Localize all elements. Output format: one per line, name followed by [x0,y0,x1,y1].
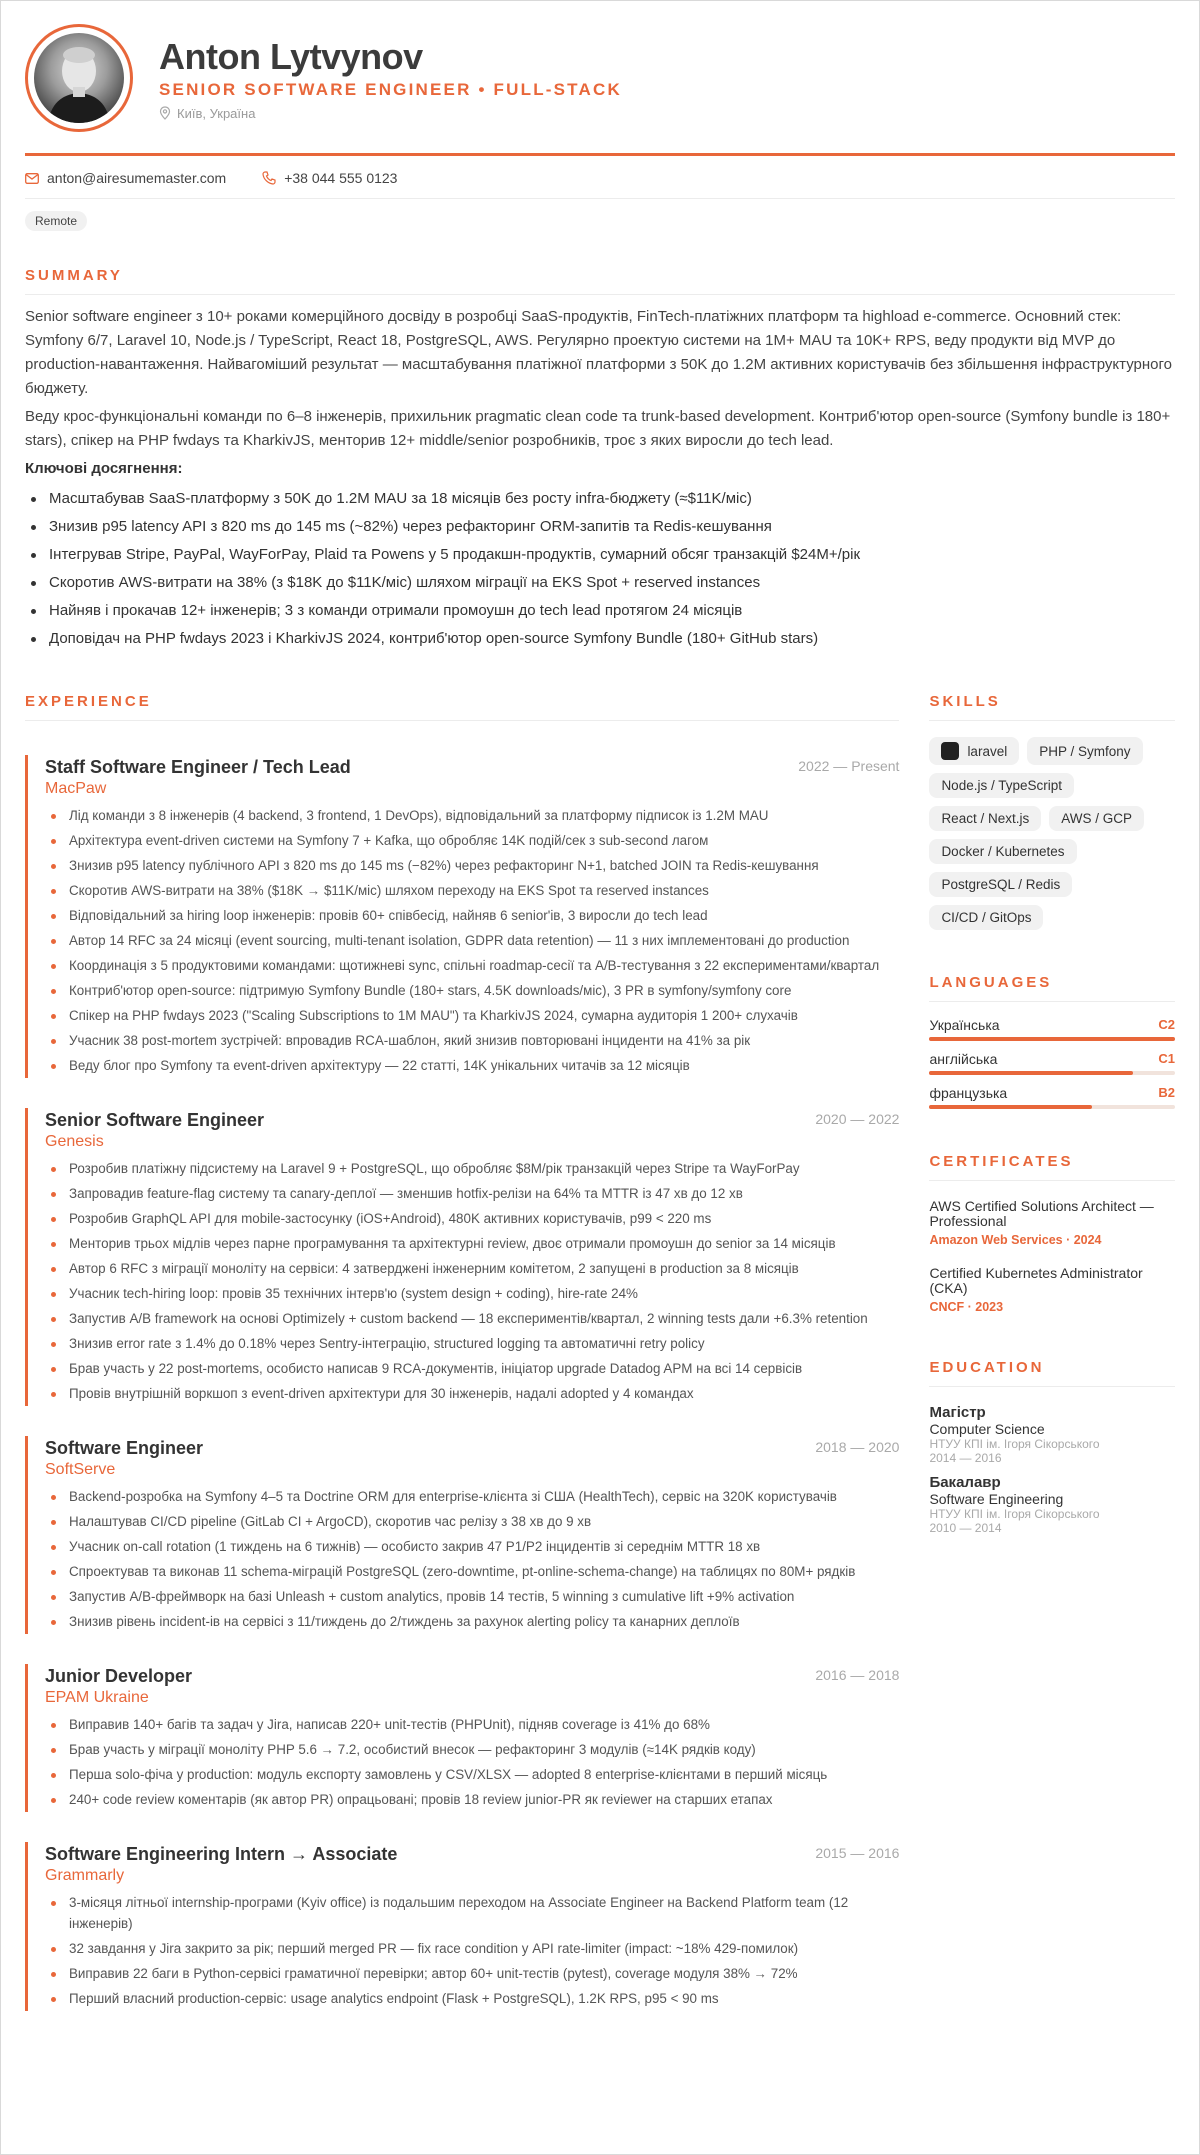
language-row [929,1016,1175,1034]
section-title-summary: SUMMARY [25,267,123,284]
profile-photo [34,33,124,123]
job-dates: 2015 — 2016 [815,1845,900,1861]
section-rule [929,1180,1175,1181]
summary-paragraph: Senior software engineer з 10+ роками комерційного досвіду в розробці SaaS-продуктів, FinTech-платіжних платформ та highload e-commerce. Основний стек: Symfony 6/7, Laravel 10, Node.js / TypeScript, React 18, PostgreSQL, AWS. Регулярно проектую системи на 1M+ MAU та 10K+ RPS, веду продукти від MVP до production-навантаження. Найвагоміший результат — масштабування платіжної платформи з 50K до 1.2M активних користувачів без збільшення інфраструктурного бюджету. [25,308,1172,397]
language-bar-fill [929,1105,1091,1109]
contact-bar [25,170,1175,186]
section-title-certificates: CERTIFICATES [929,1153,1074,1170]
job-bullet: Перший власний production-сервіс: usage analytics endpoint (Flask + PostgreSQL), 1.2K RPS, p95 < 90 ms [45,1986,899,2011]
contact-email[interactable] [25,170,226,186]
phone-text[interactable]: +38 044 555 0123 [284,170,398,186]
contact-divider [25,198,1175,199]
education-item [929,1475,1175,1535]
skill-chip [929,872,1072,897]
job-bullet: Лід команди з 8 інженерів (4 backend, 3 frontend, 1 DevOps), відповідальний за платформу підписок із 1.2M MAU [45,803,899,828]
education-field: Software Engineering [929,1491,1064,1507]
language-name: англійська [929,1051,998,1067]
section-title-languages: LANGUAGES [929,974,1053,991]
education-school: НТУУ КПІ ім. Ігоря Сікорського [929,1437,1100,1451]
certificates-list [929,1199,1175,1315]
skill-label: AWS / GCP [1061,811,1132,826]
job-bullet: Спроектував та виконав 11 schema-міграцій PostgreSQL (zero-downtime, pt-online-schema-change) на таблицях по 80M+ рядків [45,1559,899,1584]
education-item [929,1405,1175,1465]
job-bullet: Провів внутрішній воркшоп з event-driven архітектури для 30 інженерів, надалі adopted у 4 командах [45,1381,899,1406]
summary-section [25,267,1175,653]
education-years: 2010 — 2014 [929,1521,1002,1535]
education-school: НТУУ КПІ ім. Ігоря Сікорського [929,1507,1100,1521]
skill-label: PHP / Symfony [1039,743,1131,759]
skill-label: CI/CD / GitOps [941,910,1032,925]
job-bullet: Контриб'ютор open-source: підтримую Symfony Bundle (180+ stars, 4.5K downloads/міс), 3 PR в symfony/symfony core [45,978,899,1003]
skill-chip [929,905,1043,930]
language-level: C1 [1158,1051,1175,1066]
job-bullet: Координація з 5 продуктовими командами: щотижневі sync, спільні roadmap-сесії та A/B-тестування з 22 експериментами/квартал [45,953,899,978]
job-bullet: Виправив 22 баги в Python-сервісі граматичної перевірки; автор 60+ unit-тестів (pytest), coverage модуля 38% → 72% [45,1961,899,1986]
job-dates: 2022 — Present [798,758,900,774]
job-title: Staff Software Engineer / Tech Lead [45,757,351,777]
language-name: французька [929,1085,1008,1101]
job-bullet: Менторив трьох мідлів через парне програмування та архітектурні review, двоє отримали промоушн до senior за 14 місяців [45,1231,899,1256]
achievement-item: Знизив p95 latency API з 820 ms до 145 ms (~82%) через рефакторинг ORM-запитів та Redis-кешування [25,513,1175,541]
job-company: EPAM Ukraine [45,1689,149,1706]
job-entry [25,1664,899,1812]
language-level: C2 [1158,1017,1175,1032]
job-bullet: Розробив платіжну підсистему на Laravel 9 + PostgreSQL, що обробляє $8M/рік транзакцій через Stripe та WayForPay [45,1156,899,1181]
job-bullet: Спікер на PHP fwdays 2023 ("Scaling Subscriptions to 1M MAU") та KharkivJS 2024, сумарна аудиторія 1 200+ слухачів [45,1003,899,1028]
map-pin-icon [159,106,171,120]
skill-label: PostgreSQL / Redis [941,877,1061,892]
education-degree: Бакалавр [929,1474,1001,1491]
candidate-name: Anton Lytvynov [159,35,423,77]
job-header [45,1842,899,1866]
achievement-item: Доповідач на PHP fwdays 2023 і KharkivJS 2024, контриб'ютор open-source Symfony Bundle (180+ GitHub stars) [25,625,1175,653]
job-bullet: 3-місяця літньої internship-програми (Kyiv office) із подальшим переходом на Associate Engineer на Backend Platform team (12 інженерів) [45,1890,899,1936]
candidate-role: SENIOR SOFTWARE ENGINEER • FULL-STACK [159,79,622,99]
email-text[interactable]: anton@airesumemaster.com [47,170,227,186]
experience-column [25,693,899,2011]
language-bar [929,1037,1175,1041]
language-bar-fill [929,1071,1133,1075]
mail-icon [25,173,39,184]
job-bullet: 32 завдання у Jira закрито за рік; перший merged PR — fix race condition у API rate-limiter (impact: ~18% 429-помилок) [45,1936,899,1961]
achievement-item: Скоротив AWS-витрати на 38% (з $18K до $11K/міс) шляхом міграції на EKS Spot + reserved instances [25,569,1175,597]
section-rule [25,294,1175,295]
achievements-list [25,485,1175,653]
section-title-experience: EXPERIENCE [25,693,152,710]
skill-chip [929,773,1074,798]
header-divider [25,153,1175,156]
resume-header [25,23,1175,133]
job-header [45,1664,899,1688]
job-bullet: Учасник on-call rotation (1 тиждень на 6 тижнів) — особисто закрив 47 P1/P2 інцидентів зі середнім MTTR 18 хв [45,1534,899,1559]
language-name: Українська [929,1017,1000,1033]
job-company: Grammarly [45,1867,125,1884]
job-entry [25,755,899,1078]
job-bullet: Розробив GraphQL API для mobile-застосунку (iOS+Android), 480K активних користувачів, p99 < 220 ms [45,1206,899,1231]
job-title: Software Engineer [45,1438,204,1458]
achievement-item: Масштабував SaaS-платформу з 50K до 1.2M MAU за 18 місяців без росту infra-бюджету (≈$11K/міс) [25,485,1175,513]
job-entry [25,1436,899,1634]
summary-paragraph: Веду крос-функціональні команди по 6–8 інженерів, прихильник pragmatic clean code та trunk-based development. Контриб'ютор open-source (Symfony bundle із 180+ stars), спікер на PHP fwdays та KharkivJS, менторив 12+ middle/senior розробників, троє з яких виросли до tech lead. [25,408,1171,449]
job-bullet: Архітектура event-driven системи на Symfony 7 + Kafka, що обробляє 14K подій/сек з sub-second лагом [45,828,899,853]
languages-list [929,1016,1175,1109]
job-bullet: Скоротив AWS-витрати на 38% ($18K → $11K/міс) шляхом переходу на EKS Spot та reserved instances [45,878,899,903]
job-bullet: Знизив рівень incident-ів на сервісі з 11/тиждень до 2/тиждень за рахунок alerting policy та канарних деплоїв [45,1609,899,1634]
job-title: Junior Developer [45,1666,193,1686]
education-years: 2014 — 2016 [929,1451,1002,1465]
job-bullets [45,1484,899,1634]
job-bullet: Брав участь у міграції моноліту PHP 5.6 → 7.2, особистий внесок — рефакторинг 3 модулів (≈14K рядків коду) [45,1737,899,1762]
education-list [929,1405,1175,1535]
certificate-issuer: CNCF · 2023 [929,1300,1004,1314]
certificate-name: AWS Certified Solutions Architect — Professional [929,1198,1154,1229]
job-bullet: Автор 6 RFC з міграції моноліту на сервіси: 4 затверджені інженерним комітетом, 2 запущені в production за 8 місяців [45,1256,899,1281]
skill-label: laravel [967,743,1008,759]
skill-label: Node.js / TypeScript [941,778,1062,793]
language-row [929,1084,1175,1102]
job-bullet: Учасник 38 post-mortem зустрічей: впровадив RCA-шаблон, який знизив повторювані інциденти на 41% за рік [45,1028,899,1053]
job-bullet: Виправив 140+ багів та задач у Jira, написав 220+ unit-тестів (PHPUnit), підняв coverage із 41% до 68% [45,1712,899,1737]
job-header [45,1436,899,1460]
location [159,106,622,121]
language-level: B2 [1158,1085,1175,1100]
job-title: Software Engineering Intern → Associate [45,1844,398,1864]
job-header [45,755,899,779]
certificate-item [929,1199,1175,1248]
job-bullets [45,803,899,1078]
job-bullet: Знизив p95 latency публічного API з 820 ms до 145 ms (−82%) через рефакторинг N+1, batched JOIN та Redis-кешування [45,853,899,878]
job-bullets [45,1712,899,1812]
job-entry [25,1108,899,1406]
job-entry [25,1842,899,2011]
education-field: Computer Science [929,1421,1045,1437]
skill-label: React / Next.js [941,811,1030,826]
skill-chip [929,839,1076,864]
section-title-education: EDUCATION [929,1359,1045,1376]
job-bullet: Знизив error rate з 1.4% до 0.18% через Sentry-інтеграцію, structured logging та автоматичні retry policy [45,1331,899,1356]
job-bullet: Backend-розробка на Symfony 4–5 та Doctrine ORM для enterprise-клієнта зі США (HealthTech), сервіс на 320K користувачів [45,1484,899,1509]
section-title-skills: SKILLS [929,693,1001,710]
section-rule [929,1001,1175,1002]
skill-label: Docker / Kubernetes [941,844,1065,859]
job-bullet: Брав участь у 22 post-mortems, особисто написав 9 RCA-документів, ініціатор upgrade Datadog APM на всі 14 сервісів [45,1356,899,1381]
job-bullets [45,1890,899,2011]
experience-list [25,755,899,2011]
language-bar-fill [929,1037,1175,1041]
job-bullet: Учасник tech-hiring loop: провів 35 технічних інтерв'ю (system design + coding), hire-rate 24% [45,1281,899,1306]
achievement-item: Інтегрував Stripe, PayPal, WayForPay, Plaid та Powens у 5 продакшн-продуктів, сумарний обсяг транзакцій $24M+/рік [25,541,1175,569]
certificate-name: Certified Kubernetes Administrator (CKA) [929,1265,1143,1296]
language-bar [929,1071,1175,1075]
skill-chip [929,806,1041,831]
skill-chip [1027,737,1142,765]
skill-chip [929,737,1019,765]
two-column-body [25,693,1175,2011]
job-bullet: Налаштував CI/CD pipeline (GitLab CI + ArgoCD), скоротив час релізу з 38 хв до 9 хв [45,1509,899,1534]
avatar [25,24,133,132]
work-mode-tag: Remote [25,211,87,231]
skills-list [929,737,1175,930]
section-rule [25,720,899,721]
job-bullet: Веду блог про Symfony та event-driven архітектуру — 22 статті, 14K унікальних читачів за 12 місяців [45,1053,899,1078]
section-rule [929,720,1175,721]
job-company: MacPaw [45,780,107,797]
job-bullets [45,1156,899,1406]
job-bullet: Відповідальний за hiring loop інженерів: провів 60+ співбесід, найняв 6 senior'ів, 3 виросли до tech lead [45,903,899,928]
section-rule [929,1386,1175,1387]
contact-phone[interactable] [262,170,397,186]
achievement-item: Найняв і прокачав 12+ інженерів; 3 з команди отримали промоушн до tech lead протягом 24 місяців [25,597,1175,625]
sidebar-column [929,693,1175,2011]
job-dates: 2016 — 2018 [815,1667,900,1683]
phone-icon [262,171,276,185]
job-bullet: Перша solo-фіча у production: модуль експорту замовлень у CSV/XLSX — adopted 8 enterprise-клієнтами в перший місяць [45,1762,899,1787]
job-company: Genesis [45,1133,104,1150]
job-bullet: Запустив A/B framework на основі Optimizely + custom backend — 18 експериментів/квартал, 2 winning tests дали +6.3% retention [45,1306,899,1331]
job-bullet: 240+ code review коментарів (як автор PR) опрацьовані; провів 18 review junior-PR як reviewer на старших етапах [45,1787,899,1812]
job-bullet: Автор 14 RFC за 24 місяці (event sourcing, multi-tenant isolation, GDPR data retention) — 11 з них імплементовані до production [45,928,899,953]
certificate-item [929,1266,1175,1315]
job-bullet: Запустив A/B-фреймворк на базі Unleash + custom analytics, провів 14 тестів, 5 winning з cumulative lift +9% activation [45,1584,899,1609]
certificate-issuer: Amazon Web Services · 2024 [929,1233,1102,1247]
laravel-icon [941,742,959,760]
achievements-title: Ключові досягнення: [25,460,183,477]
job-dates: 2020 — 2022 [815,1111,900,1127]
job-title: Senior Software Engineer [45,1110,265,1130]
language-row [929,1050,1175,1068]
skill-chip [1049,806,1144,831]
location-text: Київ, Україна [177,105,256,121]
job-dates: 2018 — 2020 [815,1439,900,1455]
education-degree: Магістр [929,1404,986,1421]
language-bar [929,1105,1175,1109]
job-company: SoftServe [45,1461,116,1478]
job-bullet: Запровадив feature-flag систему та canary-деплої — зменшив hotfix-релізи на 64% та MTTR із 47 хв до 12 хв [45,1181,899,1206]
job-header [45,1108,899,1132]
